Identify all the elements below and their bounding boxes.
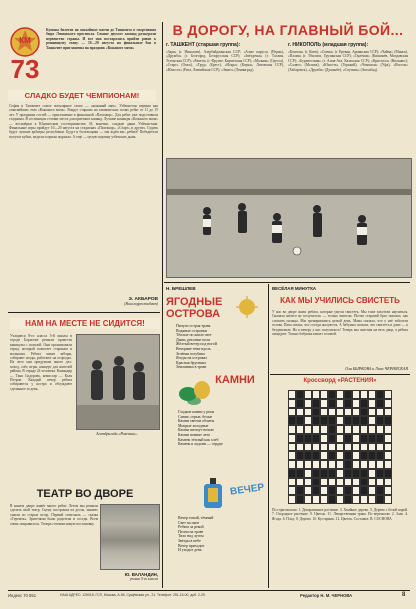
group2-text: «Каштан» (г. Киев), «Смена» (г. Ереван, Армянская ССР); «Чайка» (Минск), «Пламя» (г. Тбилиси, Грузинская ССР); «Орлёнок» (Кишинёв, Молдавская ССР); «Буревестник» (г. Алма-Ата, Казахская ССР); «Кристалл» (Вильнюс); «Салют» (Москва), «Юность» (Горький), «Чемпион» (Уфа), «Восток» (Хабаровск), «Дружба» (Душанбе), «Спутник» (Ашхабад). — [288, 50, 408, 72]
islands-headline: ЯГОДНЫЕ ОСТРОВА — [166, 296, 223, 320]
agitbrigade-photo — [76, 334, 160, 430]
group2-title: г. НИКОПОЛЬ (младшая группа): — [288, 42, 369, 48]
evening-word: ВЕЧЕР — [229, 482, 265, 498]
theatre-sig-role: ученик 5-го класса — [129, 577, 158, 581]
group-oldest — [166, 42, 284, 162]
islands-poem-1: Пичуги острая трава Водяные островки Тёплые по капле свет Дыни, рисовые поля Жёлтый ветер под ногой Вечерние тени вдоль Зелёная голубика Ягоды на островах Красная брусника Земляника в траве — [176, 324, 217, 370]
footer-index: Индекс 70 551 — [8, 593, 37, 598]
logo-letters: КМ — [19, 36, 31, 45]
islands-author: Н. БРЕШЛЕВ — [166, 286, 196, 291]
crossword-grid — [288, 390, 392, 504]
left-signature — [80, 297, 158, 306]
theatre-sig-name: Ю. ВАЛАНДИН, — [124, 572, 158, 577]
left-sig-role: (Наш корреспондент) — [124, 302, 158, 306]
group1-text: «Заря» (г. Николаев), Азербайджанская ССР; «Алые паруса» (Пермь), «Дружба» (г. Белгород, Белорусская ССР); «Звёздочка» (г. Таллин, Эстонская ССР); «Ракета» (г. Фрунзе, Киргизская ССР); «Молния» (Одесса), «Старт» (Омск), «Труд» (Брест), «Искра» (Каунас, Литовская ССР), «Юность» (Рига, Латвийская ССР); «Зенит» (Ленинград). — [166, 50, 284, 72]
divider-vertical-left — [162, 22, 163, 588]
stones-word: КАМНИ — [215, 374, 255, 386]
crossword-clues: По горизонтали: 1. Декоративное растение. 3. Хвойное дерево. 5. Дерево с белой корой. 7. Огородное растение. 9. Цветок. 11. Лекарственная трава. По вертикали: 2. Злак. 4. Ягода. 6. Плод. 8. Дерево. 10. Кустарник. 12. Цветок. Составил: В. СОСНОВА — [272, 508, 408, 521]
footer-address: НАШ АДРЕС: 125015, ГСП, Москва, А-55, Сущёвская ул., 21. Телефон: 251-15-00, доб. 2-29. — [60, 593, 206, 597]
football-photo — [166, 158, 412, 278]
yellow-sun-icon — [236, 296, 258, 318]
agitbrigade-caption: Агитбригада «Ровесник». — [96, 432, 138, 436]
group1-title: г. ТАШКЕНТ (старшая группа): — [166, 42, 241, 48]
islands-poem-3: Вечер тихий, тёмный Свет на окне Ребята за рекой Песни на траве Тихо над лугом Звёзды в небе Вечер приходит И уходит день — [178, 516, 214, 553]
km-logo — [6, 24, 44, 86]
middle-left-body-2 — [76, 440, 158, 484]
whistle-signature: Оля БЫРКОВА и Лиза ЧЕРНЯСКАЯ — [345, 366, 408, 371]
stones-illustration — [178, 376, 212, 406]
theatre-signature — [90, 572, 158, 581]
divider-vertical-right — [268, 284, 269, 588]
middle-left-body: Учащиеся 8-го класса 5-й школы в городе Борисове решили провести каникулы с пользой. Они организовали отряд, который помогает старикам и малышам. Ребята чинят заборы, собирают ягоды, работают на огородах. На лето они придумали много дел: поход, слёт, игры, концерт для жителей района. В отряде 24 человека. Командир — Таня Сидорова, комиссар — Коля Петров. Каждый вечер ребята собираются у костра и обсуждают сделанное за день. — [10, 334, 72, 391]
footer-editor: Редактор Н. М. ЧЕРНОВА — [300, 593, 353, 598]
center-headline: В ДОРОГУ, НА ГЛАВНЫЙ БОЙ... — [172, 22, 404, 38]
left-headline: СЛАДКО БУДЕТ ЧЕМПИОНАМ! — [8, 90, 156, 101]
divider-horizontal-left — [8, 312, 160, 313]
group-youngest — [288, 42, 408, 162]
islands-poem-2: Гладкие камни у реки Синие, серые, белые Камни светом облиты Мокрые холодные Камни шепчут ночью Камни помнят лето Камень тёплый как хлеб Камень в ладони — сердце — [178, 410, 223, 447]
divider-horizontal-right — [270, 374, 410, 375]
left-body-text: София в Ташкенте самое популярное слово — «кожаный мяч». Узбекистан первым как опытнейших этап «Кожаного мяча». Вокруг старших на ташкентских полях ребят от 11 до 15 лет. У праздника гостей — приглашение в финальной «Пахтакор». Для ребят уже подготовили стадионы. В гостиницах готовят места для приезжих команд. Лучшие команды «Кожаного мяча» — восьмёрки в Юношеском гостеприимстве. И, конечно, сладкие дыни Узбекистана. Финальные игры пройдут 10—20 августа на стадионах «Пахтакор», «Старт» и других. Судить будут лучшие арбитры республики. Будут и болельщики — мы ждём вас, ребята! Победители получат кубки, медали и призы журнала. А ещё — целую корзину узбекских дынь. — [9, 104, 158, 139]
theatre-photo — [100, 504, 160, 570]
whistle-tag: ВЕСЁЛАЯ МИНУТКА — [272, 286, 317, 291]
whistle-body: У нас во дворе жили ребята, которые умели свистеть. Мы тоже захотели научиться. Сначала ничего не получалось — только шипели. Потом старший брат показал, как сложить пальцы. Мы тренировались целый день. Мама сказала, что у неё заболела голова. Папа сказал, что соседи жалуются. А бабушка сказала, что свистеть в доме — к безденежью. Но к вечеру у нас получилось! Теперь мы свистим на весь двор, а ребята завидуют. Только бабушка качает головой. — [272, 310, 408, 337]
middle-left-headline: НАМ НА МЕСТЕ НЕ СИДИТСЯ! — [10, 318, 160, 329]
page-number: 8 — [402, 592, 406, 598]
logo-number: 73 — [10, 54, 40, 84]
crossword-title: Кроссворд «РАСТЕНИЯ» — [303, 378, 377, 384]
footer-rule — [8, 590, 410, 591]
theatre-body: В нашем дворе живёт много ребят. Летом мы решили сделать свой театр. Сцену построили из досок, занавес сшили из старых штор. Первый спектакль — сказка «Теремок». Зрителями были родители и соседи. Всем очень понравилось. Теперь готовим новую постановку. — [10, 504, 98, 526]
left-intro-text: Купоны билетов на хоккейные матчи до Ташкента в спортивном бюро Ленинского проспекта. Свыше двухсот команд разыграли первенство страны. И все они постарались прийти ровно к решающему этапу. — 10—20 августа на финальные бои в Ташкенте приглашены на праздник «Кожаного мяча» — [46, 28, 156, 50]
players-illustration — [167, 159, 411, 277]
divider-horizontal-center — [164, 282, 410, 283]
lantern-illustration — [196, 478, 230, 514]
left-sig-name: Э. АКБАРОВ — [128, 297, 158, 302]
whistle-headline: КАК МЫ УЧИЛИСЬ СВИСТЕТЬ — [280, 296, 400, 305]
brigade-illustration — [77, 335, 159, 429]
theatre-headline: ТЕАТР ВО ДВОРЕ — [36, 488, 134, 500]
